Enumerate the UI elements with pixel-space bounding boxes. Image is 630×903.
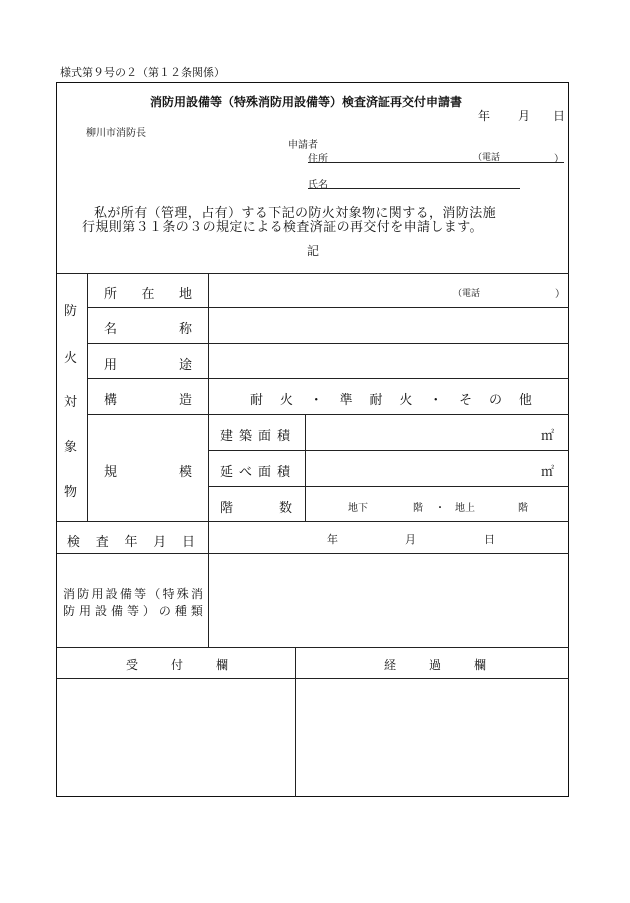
label-char: 用 [91, 587, 104, 601]
label-char: 構 [104, 393, 118, 408]
label-char: 防 [77, 587, 90, 601]
address-phone-close: ） [554, 154, 564, 165]
location-phone-close: ） [555, 289, 565, 300]
label-char: 欄 [215, 658, 228, 672]
label-char: 築 [238, 429, 252, 444]
use-label [104, 354, 192, 373]
date-year: 年 [478, 109, 491, 123]
label-char: 階 [220, 501, 234, 516]
structure-label [104, 389, 192, 408]
col-divider-1 [87, 273, 88, 521]
label-char: 過 [428, 658, 441, 672]
label-char: 月 [153, 535, 167, 550]
label-char: べ [238, 465, 252, 480]
floors-above: 地上 [455, 503, 475, 514]
label-char: 地 [178, 287, 192, 302]
statement-line-2: 行規則第３１条の３の規定による検査済証の再交付を申請します。 [82, 220, 483, 235]
row-line-4 [87, 414, 569, 415]
ki-mark: 記 [307, 244, 320, 258]
label-char: の [158, 604, 171, 618]
row-line-10 [57, 678, 569, 679]
label-char: （ [148, 587, 161, 601]
label-char: 付 [170, 658, 183, 672]
name-underline [308, 188, 520, 189]
vertical-label-char: 防 [64, 304, 78, 319]
inspection-month: 月 [405, 533, 416, 546]
label-char: 用 [104, 358, 118, 373]
addressee: 柳川市消防長 [86, 128, 146, 139]
structure-options [250, 389, 532, 408]
option-char: の [489, 393, 503, 408]
label-char: 在 [141, 287, 155, 302]
label-char: 面 [257, 429, 271, 444]
label-char: 特 [162, 587, 175, 601]
form-title: 消防用設備等（特殊消防用設備等）検査済証再交付申請書 [150, 95, 463, 109]
label-char: 査 [95, 535, 109, 550]
label-char: 積 [276, 429, 290, 444]
label-char: 規 [104, 465, 118, 480]
equipment-type-line-2 [63, 602, 203, 619]
label-char: 備 [119, 587, 132, 601]
inspection-day: 日 [484, 533, 495, 546]
date-month: 月 [518, 109, 531, 123]
label-char: 検 [67, 535, 81, 550]
total-floor-area-label [220, 461, 290, 480]
label-char: 所 [104, 287, 118, 302]
option-char: 他 [518, 393, 532, 408]
label-char: 等 [126, 604, 139, 618]
footer-divider [295, 647, 296, 797]
date-day: 日 [553, 109, 566, 123]
name-row-label [104, 318, 192, 337]
label-char: 年 [124, 535, 138, 550]
label-char: ） [142, 604, 155, 618]
address-label: 住所 [308, 154, 328, 165]
row-line-2 [87, 343, 569, 344]
vertical-label-char: 物 [64, 485, 78, 500]
vertical-label-char: 象 [64, 440, 78, 455]
row-line-5 [208, 450, 569, 451]
total-floor-area-unit: ㎡ [541, 465, 555, 480]
label-char: 受 [126, 658, 139, 672]
name-label: 氏名 [308, 180, 328, 191]
label-char: 名 [104, 322, 118, 337]
vertical-label-char: 対 [64, 395, 78, 410]
equipment-type-line-1 [63, 585, 203, 602]
label-char: 等 [134, 587, 147, 601]
label-char: 類 [190, 604, 203, 618]
label-char: 建 [220, 429, 234, 444]
label-char: 防 [63, 604, 76, 618]
label-char: 欄 [473, 658, 486, 672]
col-divider-2 [208, 273, 209, 647]
floors-dot: ・ [435, 503, 445, 514]
label-char: 殊 [176, 587, 189, 601]
inspection-date-label [67, 531, 195, 550]
option-char: 耐 [250, 393, 264, 408]
option-char: 火 [279, 393, 293, 408]
label-char: 設 [105, 587, 118, 601]
label-char: 称 [178, 322, 192, 337]
floors-unit-1: 階 [413, 503, 423, 514]
label-char: 経 [384, 658, 397, 672]
address-underline [308, 162, 564, 163]
table-top-line [57, 273, 569, 274]
label-char: 途 [178, 358, 192, 373]
row-line-9 [57, 647, 569, 648]
option-char: ・ [429, 393, 443, 408]
option-char: そ [459, 393, 473, 408]
label-char: 造 [178, 393, 192, 408]
location-label [104, 283, 192, 302]
label-char: 日 [181, 535, 195, 550]
label-char: 模 [178, 465, 192, 480]
row-line-6 [208, 486, 569, 487]
label-char: 消 [63, 587, 76, 601]
address-phone-label: （電話 [473, 153, 501, 163]
building-area-label [220, 425, 290, 444]
option-char: 準 [339, 393, 353, 408]
label-char: 数 [278, 501, 292, 516]
label-char: 消 [190, 587, 203, 601]
row-line-8 [57, 553, 569, 554]
inspection-year: 年 [327, 533, 338, 546]
label-char: 用 [78, 604, 91, 618]
floors-label [220, 497, 292, 516]
reception-header [126, 656, 228, 673]
row-line-1 [87, 307, 569, 308]
statement-line-1: 私が所有（管理，占有）する下記の防火対象物に関する，消防法施 [94, 206, 497, 221]
building-area-unit: ㎡ [541, 429, 555, 444]
form-number: 様式第９号の２（第１２条関係） [60, 66, 225, 79]
floors-unit-2: 階 [518, 503, 528, 514]
label-char: 設 [94, 604, 107, 618]
label-char: 延 [220, 465, 234, 480]
label-char: 種 [174, 604, 187, 618]
label-char: 面 [257, 465, 271, 480]
col-divider-scale [305, 414, 306, 521]
location-phone-label: （電話 [453, 289, 481, 299]
row-line-3 [87, 378, 569, 379]
label-char: 備 [110, 604, 123, 618]
row-line-7 [57, 521, 569, 522]
scale-label [104, 461, 192, 480]
floors-underground: 地下 [348, 503, 368, 514]
vertical-label-char: 火 [64, 351, 78, 366]
label-char: 積 [276, 465, 290, 480]
option-char: ・ [309, 393, 323, 408]
progress-header [384, 656, 486, 673]
applicant-label: 申請者 [288, 140, 318, 151]
option-char: 耐 [369, 393, 383, 408]
option-char: 火 [399, 393, 413, 408]
